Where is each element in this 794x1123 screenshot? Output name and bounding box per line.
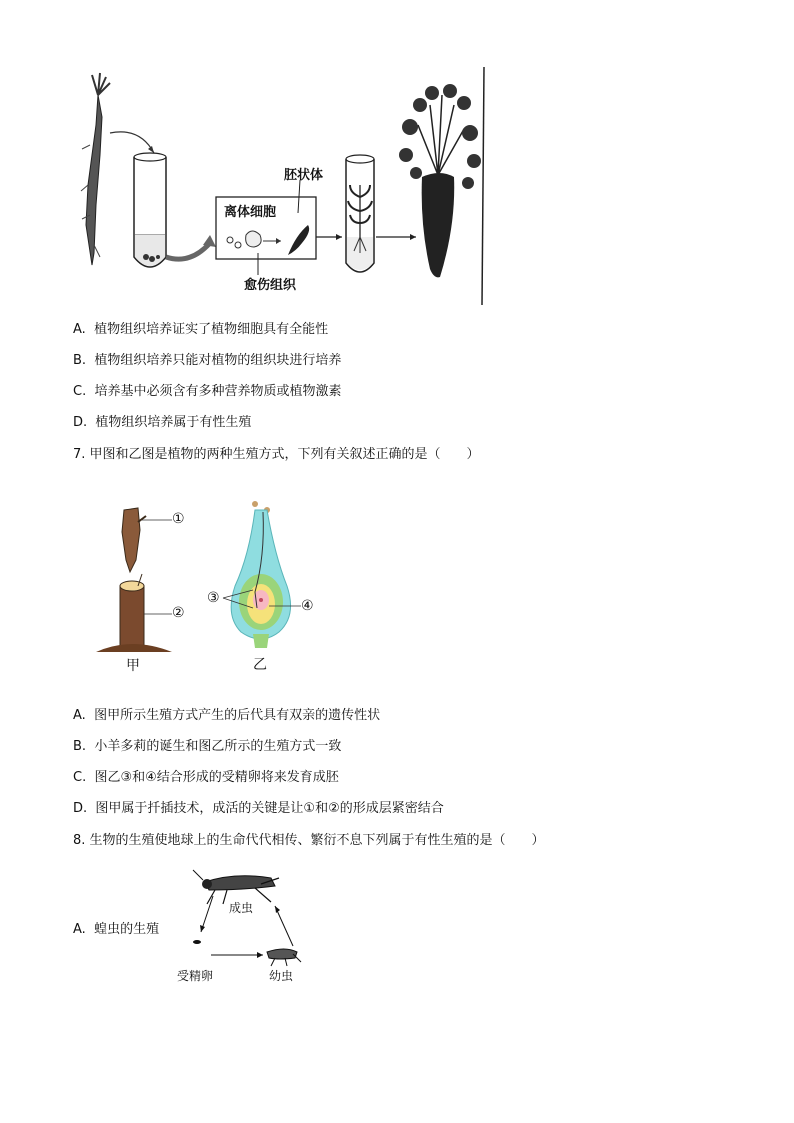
option-text: 图甲所示生殖方式产生的后代具有双亲的遗传性状 [94,708,381,723]
q8-option-a[interactable] [73,918,159,937]
fig-jia-grafting [92,500,202,675]
option-letter: A. [73,322,86,337]
option-letter: D. [73,415,88,430]
marker-1: ① [172,511,185,527]
label-egg: 受精卵 [177,969,214,983]
q7-option-a[interactable] [73,704,380,723]
option-text: 蝗虫的生殖 [94,922,160,937]
option-letter: A. [73,708,86,723]
q7-option-d[interactable] [73,797,444,816]
option-letter: A. [73,922,86,937]
label-adult: 成虫 [229,901,254,915]
label-embryoid: 胚状体 [284,168,324,183]
option-letter: C. [73,384,87,399]
fig-yi-pistil [205,496,325,676]
marker-2: ② [172,605,185,621]
option-text: 植物组织培养只能对植物的组织块进行培养 [94,353,342,368]
option-text: 图甲属于扦插技术，成活的关键是让①和②的形成层紧密结合 [95,801,444,816]
tissue-culture-figure [70,65,490,310]
q6-option-d[interactable] [73,411,251,430]
fig-yi-caption: 乙 [253,657,267,673]
option-letter: D. [73,801,88,816]
option-letter: B. [73,353,87,368]
option-text: 培养基中必须含有多种营养物质或植物激素 [94,384,342,399]
q6-option-c[interactable] [73,380,342,399]
q8-stem: 8. 生物的生殖使地球上的生命代代相传、繁衍不息下列属于有性生殖的是（ ） [73,833,545,848]
fig-jia-caption: 甲 [126,658,140,674]
option-text: 图乙③和④结合形成的受精卵将来发育成胚 [94,770,339,785]
locust-lifecycle-figure [175,862,325,987]
marker-4: ④ [301,598,314,614]
q7-option-b[interactable] [73,735,341,754]
option-letter: B. [73,739,87,754]
q7-option-c[interactable] [73,766,339,785]
q6-option-a[interactable] [73,318,328,337]
marker-3: ③ [207,590,220,606]
label-callus: 愈伤组织 [244,278,297,293]
option-letter: C. [73,770,87,785]
q7-stem: 7. 甲图和乙图是植物的两种生殖方式，下列有关叙述正确的是（ ） [73,447,480,462]
label-nymph: 幼虫 [269,969,294,983]
label-isolated-cells: 离体细胞 [224,205,277,220]
pistil-drawing [205,496,325,676]
grafting-drawing [92,500,202,675]
option-text: 植物组织培养证实了植物细胞具有全能性 [94,322,329,337]
option-text: 植物组织培养属于有性生殖 [95,415,252,430]
option-text: 小羊多莉的诞生和图乙所示的生殖方式一致 [94,739,342,754]
q6-option-b[interactable] [73,349,341,368]
